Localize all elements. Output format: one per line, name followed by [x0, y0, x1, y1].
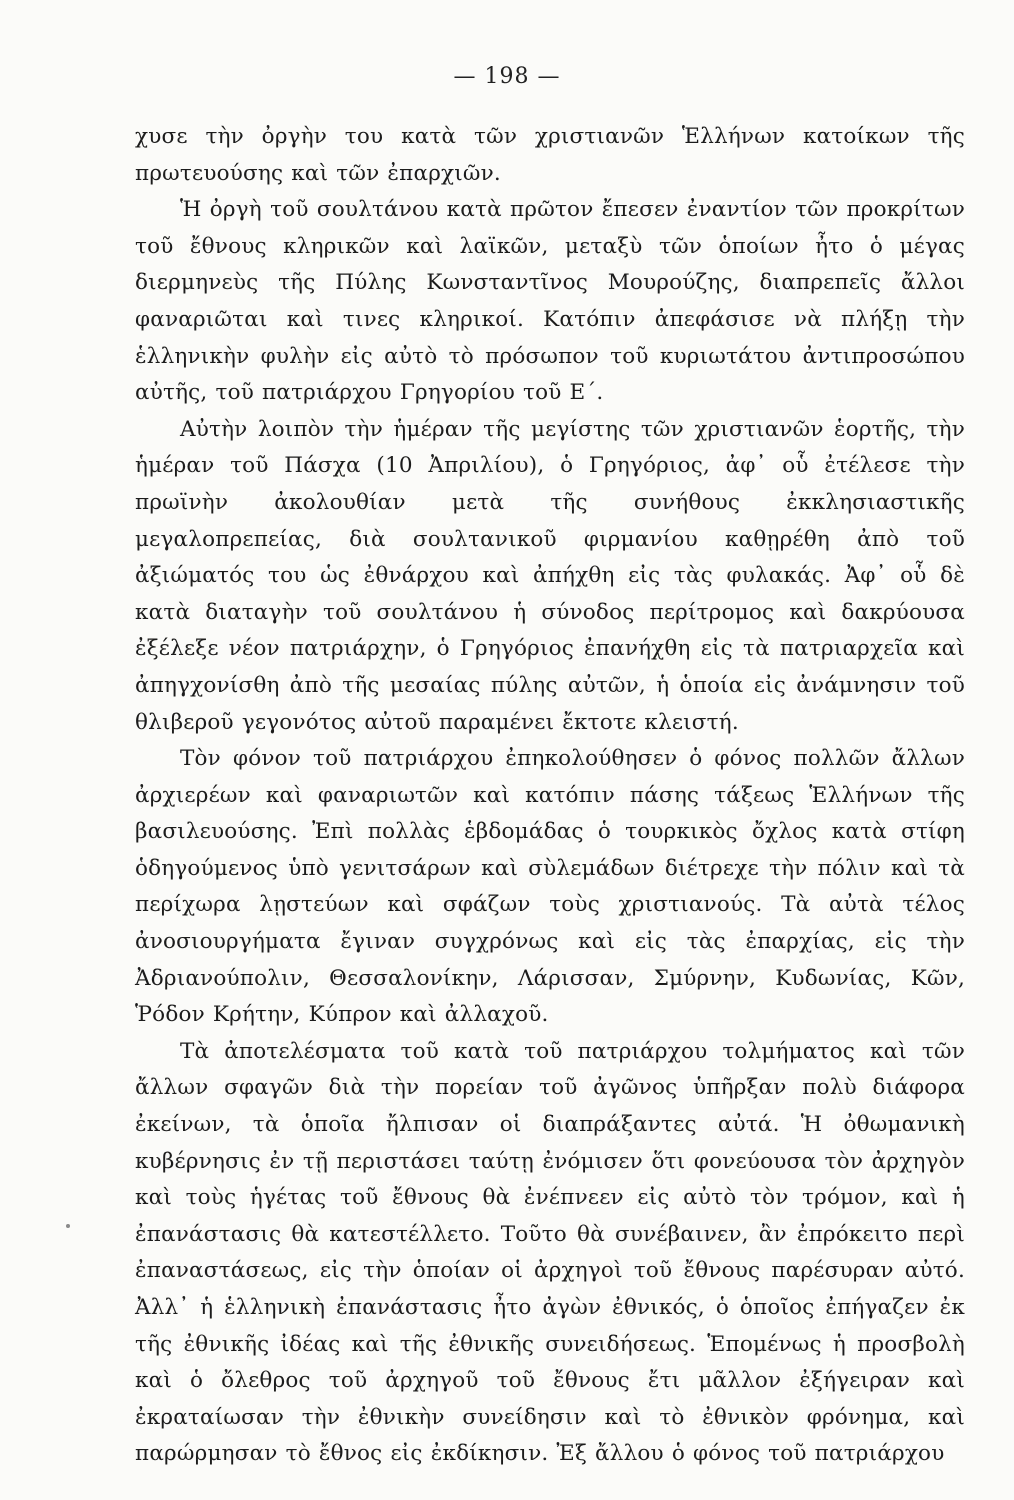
- paragraph-massacres: Τὸν φόνον τοῦ πατριάρχου ἐπηκολούθησεν ὁ φόνος πολλῶν ἄλλων ἀρχιερέων καὶ φαναριωτῶν καὶ κατόπιν πάσης τάξεως Ἑλλήνων τῆς βασιλευούσης. Ἐπὶ πολλὰς ἑβδομάδας ὁ τουρκικὸς ὄχλος κατὰ στίφη ὁδηγούμενος ὑπὸ γενιτσάρων καὶ σὺλεμάδων διέτρεχε τὴν πόλιν καὶ τὰ περίχωρα λῃστεύων καὶ σφάζων τοὺς χριστιανούς. Τὰ αὐτὰ τέλος ἀνοσιουργήματα ἔγιναν συγχρόνως καὶ εἰς τὰς ἐπαρχίας, εἰς τὴν Ἀδριανούπολιν, Θεσσαλονίκην, Λάρισσαν, Σμύρνην, Κυδωνίας, Κῶν, Ῥόδον Κρήτην, Κύπρον καὶ ἀλλαχοῦ.: [135, 746, 965, 1028]
- paragraph-easter-execution: Αὐτὴν λοιπὸν τὴν ἡμέραν τῆς μεγίστης τῶν χριστιανῶν ἑορτῆς, τὴν ἡμέραν τοῦ Πάσχα (10 Ἀπριλίου), ὁ Γρηγόριος, ἀφ᾽ οὗ ἐτέλεσε τὴν πρωϊνὴν ἀκολουθίαν μετὰ τῆς συνήθους ἐκκλησιαστικῆς μεγαλοπρεπείας, διὰ σουλτανικοῦ φιρμανίου καθῃρέθη ἀπὸ τοῦ ἀξιώματός του ὡς ἐθνάρχου καὶ ἀπήχθη εἰς τὰς φυλακάς. Ἀφ᾽ οὗ δὲ κατὰ διαταγὴν τοῦ σουλτάνου ἡ σύνοδος περίτρομος καὶ δακρύουσα ἐξέλεξε νέον πατριάρχην, ὁ Γρηγόριος ἐπανήχθη εἰς τὰ πατριαρχεῖα καὶ ἀπηγχονίσθη ἀπὸ τῆς μεσαίας πύλης αὐτῶν, ἡ ὁποία εἰς ἀνάμνησιν τοῦ θλιβεροῦ γεγονότος αὐτοῦ παραμένει ἔκτοτε κλειστή.: [135, 416, 965, 735]
- paragraph-continuation: χυσε τὴν ὀργὴν του κατὰ τῶν χριστιανῶν Ἑλλήνων κατοίκων τῆς πρωτευούσης καὶ τῶν ἐπαρχιῶν.: [135, 124, 965, 186]
- paragraph-consequences: Τὰ ἀποτελέσματα τοῦ κατὰ τοῦ πατριάρχου τολμήματος καὶ τῶν ἄλλων σφαγῶν διὰ τὴν πορείαν τοῦ ἀγῶνος ὑπῆρξαν πολὺ διάφορα ἐκείνων, τὰ ὁποῖα ἤλπισαν οἱ διαπράξαντες αὐτά. Ἡ ὀθωμανικὴ κυβέρνησις ἐν τῇ περιστάσει ταύτῃ ἐνόμισεν ὅτι φονεύουσα τὸν ἀρχηγὸν καὶ τοὺς ἡγέτας τοῦ ἔθνους θὰ ἐνέπνεεν εἰς αὐτὸ τὸν τρόμον, καὶ ἡ ἐπανάστασις θὰ κατεστέλλετο. Τοῦτο θὰ συνέβαινεν, ἂν ἐπρόκειτο περὶ ἐπαναστάσεως, εἰς τὴν ὁποίαν οἱ ἀρχηγοὶ τοῦ ἔθνους παρέσυραν αὐτό. Ἀλλ᾽ ἡ ἑλληνικὴ ἐπανάστασις ἦτο ἀγὼν ἐθνικός, ὁ ὁποῖος ἐπήγαζεν ἐκ τῆς ἐθνικῆς ἰδέας καὶ τῆς ἐθνικῆς συνειδήσεως. Ἑπομένως ἡ προσβολὴ καὶ ὁ ὄλεθρος τοῦ ἀρχηγοῦ τοῦ ἔθνους ἔτι μᾶλλον ἐξήγειραν καὶ ἐκραταίωσαν τὴν ἐθνικὴν συνείδησιν καὶ τὸ ἐθνικὸν φρόνημα, καὶ παρώρμησαν τὸ ἔθνος εἰς ἐκδίκησιν. Ἐξ ἄλλου ὁ φόνος τοῦ πατριάρχου: [135, 1038, 965, 1467]
- paper-speck-mark: [66, 1224, 70, 1228]
- page-number: — 198 —: [453, 64, 561, 89]
- paragraph-sultan-wrath: Ἡ ὀργὴ τοῦ σουλτάνου κατὰ πρῶτον ἔπεσεν ἐναντίον τῶν προκρίτων τοῦ ἔθνους κληρικῶν καὶ λαϊκῶν, μεταξὺ τῶν ὁποίων ἦτο ὁ μέγας διερμηνεὺς τῆς Πύλης Κωνσταντῖνος Μουρούζης, διαπρεπεῖς ἄλλοι φαναριῶται καὶ τινες κληρικοί. Κατόπιν ἀπεφάσισε νὰ πλήξῃ τὴν ἑλληνικὴν φυλὴν εἰς αὐτὸ τὸ πρόσωπον τοῦ κυριωτάτου ἀντιπροσώπου αὐτῆς, τοῦ πατριάρχου Γρηγορίου τοῦ Ε΄.: [135, 197, 965, 406]
- body-text: [135, 119, 965, 1473]
